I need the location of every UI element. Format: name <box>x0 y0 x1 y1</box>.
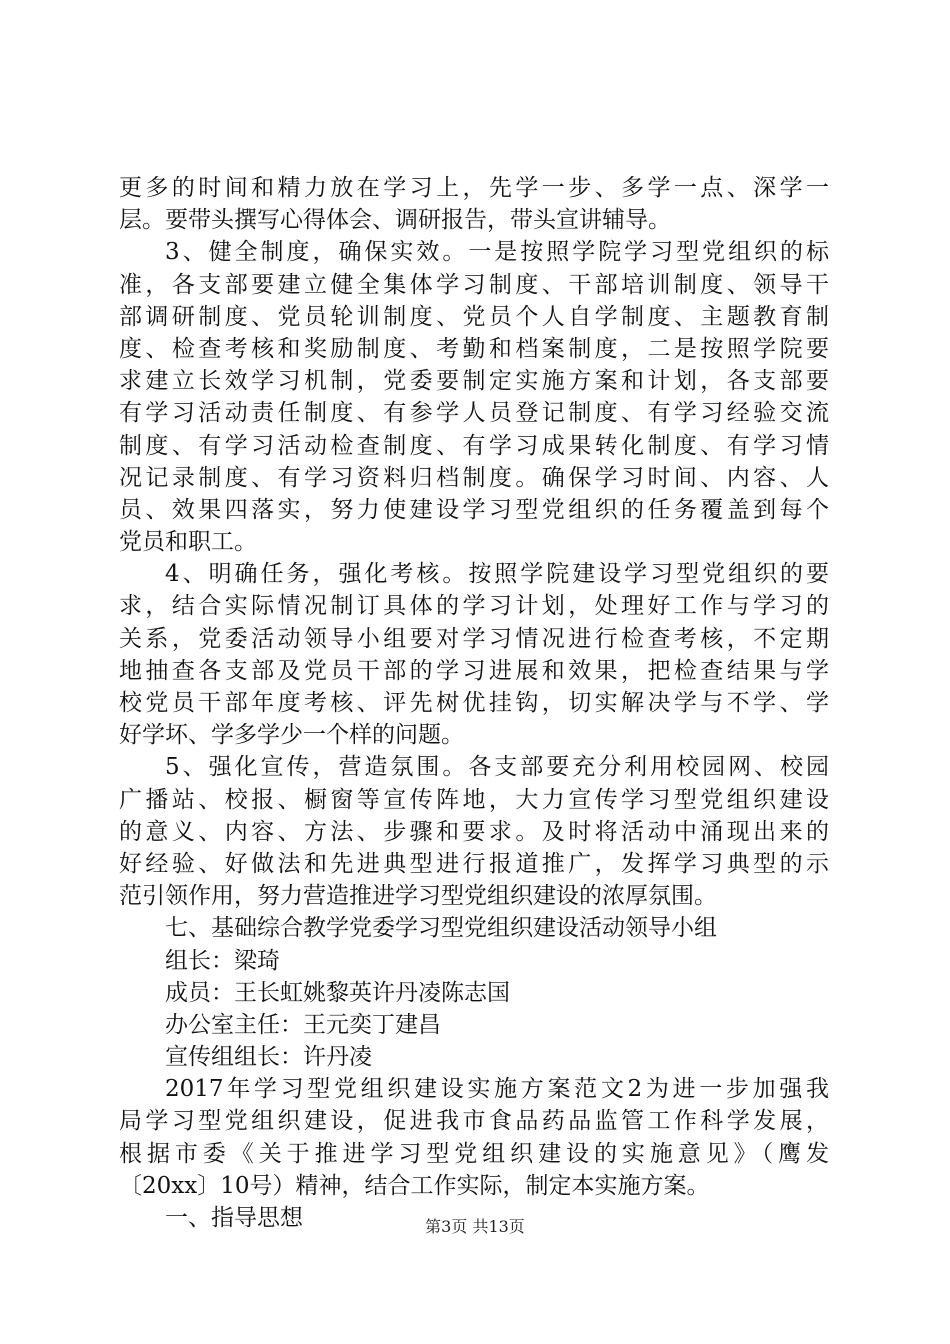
text-line: 度、检查考核和奖励制度、考勤和档案制度，二是按照学院要 <box>119 335 829 362</box>
text-line: 成员：王长虹姚黎英许丹凌陈志国 <box>165 979 510 1006</box>
text-line: 宣传组组长：许丹凌 <box>165 1044 372 1071</box>
document-body <box>119 172 829 1234</box>
text-line: 组长：梁琦 <box>165 947 280 974</box>
text-line: 关系，党委活动领导小组要对学习情况进行检查考核，不定期 <box>119 625 829 652</box>
text-line: 有学习活动责任制度、有参学人员登记制度、有学习经验交流 <box>119 400 829 427</box>
text-line: 2017年学习型党组织建设实施方案范文2为进一步加强我 <box>165 1076 829 1103</box>
text-line: 准，各支部要建立健全集体学习制度、干部培训制度、领导干 <box>119 271 829 298</box>
text-line: 员、效果四落实，努力使建设学习型党组织的任务覆盖到每个 <box>119 496 829 523</box>
text-line: 七、基础综合教学党委学习型党组织建设活动领导小组 <box>165 915 717 942</box>
text-line: 根据市委《关于推进学习型党组织建设的实施意见》（鹰发 <box>119 1140 829 1167</box>
text-line: 3、健全制度，确保实效。一是按照学院学习型党组织的标 <box>165 239 829 266</box>
text-line: 局学习型党组织建设，促进我市食品药品监管工作科学发展， <box>119 1108 829 1135</box>
text-line: 5、强化宣传，营造氛围。各支部要充分利用校园网、校园 <box>165 754 829 781</box>
text-line: 层。要带头撰写心得体会、调研报告，带头宣讲辅导。 <box>119 207 671 234</box>
text-line: 部调研制度、党员轮训制度、党员个人自学制度、主题教育制 <box>119 303 829 330</box>
text-line: 好学坏、学多学少一个样的问题。 <box>119 722 464 749</box>
text-line: 好经验、好做法和先进典型进行报道推广，发挥学习典型的示 <box>119 850 829 877</box>
text-line: 制度、有学习活动检查制度、有学习成果转化制度、有学习情 <box>119 432 829 459</box>
text-line: 一、指导思想 <box>165 1205 303 1231</box>
text-line: 〔20xx〕10号）精神，结合工作实际，制定本实施方案。 <box>119 1172 710 1199</box>
text-line: 校党员干部年度考核、评先树优挂钩，切实解决学与不学、学 <box>119 690 829 716</box>
text-line: 办公室主任：王元奕丁建昌 <box>165 1011 441 1038</box>
text-line: 4、明确任务，强化考核。按照学院建设学习型党组织的要 <box>165 561 829 588</box>
text-line: 况记录制度、有学习资料归档制度。确保学习时间、内容、人 <box>119 464 829 491</box>
text-line: 的意义、内容、方法、步骤和要求。及时将活动中涌现出来的 <box>119 818 829 845</box>
text-line: 求建立长效学习机制，党委要制定实施方案和计划，各支部要 <box>119 368 829 395</box>
text-line: 党员和职工。 <box>119 529 257 556</box>
text-line: 地抽查各支部及党员干部的学习进展和效果，把检查结果与学 <box>119 657 829 684</box>
text-line: 求，结合实际情况制订具体的学习计划，处理好工作与学习的 <box>119 593 829 620</box>
text-line: 更多的时间和精力放在学习上，先学一步、多学一点、深学一 <box>119 175 829 201</box>
page-footer: 第3页 共13页 <box>425 1217 525 1236</box>
text-line: 广播站、校报、橱窗等宣传阵地，大力宣传学习型党组织建设 <box>119 786 829 813</box>
text-line: 范引领作用，努力营造推进学习型党组织建设的浓厚氛围。 <box>119 883 717 910</box>
